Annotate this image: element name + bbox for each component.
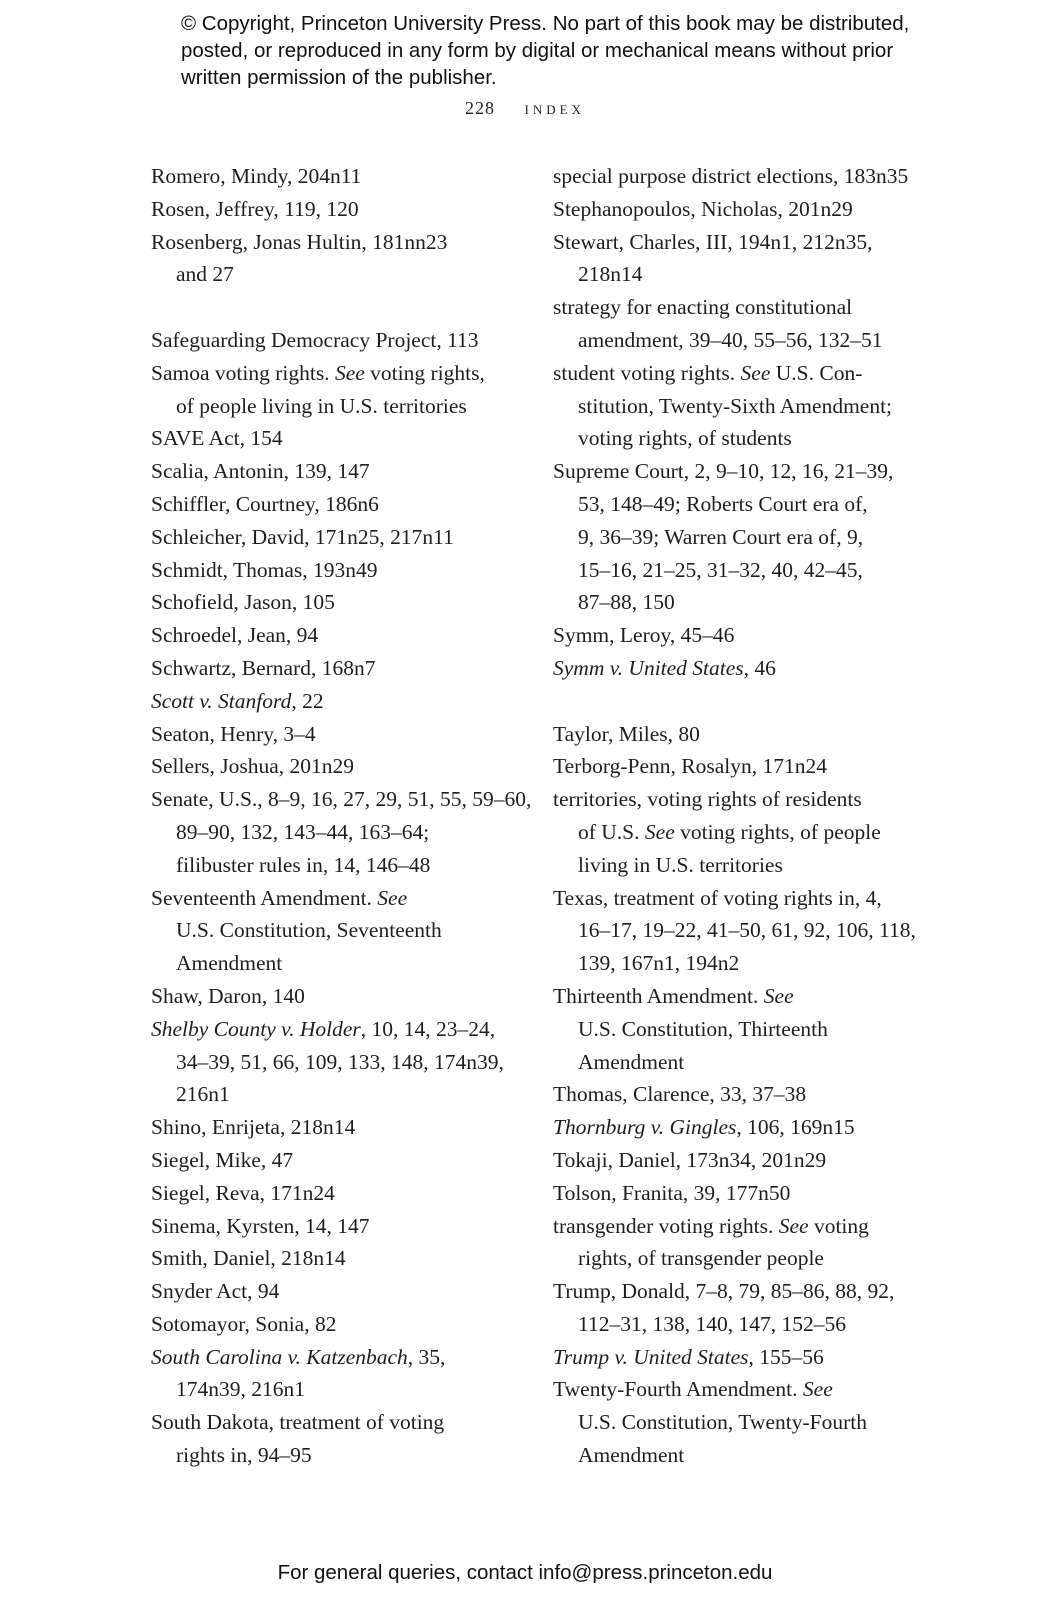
index-text: Schleicher, David, 171n25, 217n11 <box>151 524 454 549</box>
index-entry <box>553 1341 933 1374</box>
index-text: South Dakota, treatment of voting <box>151 1410 445 1435</box>
index-text: Thomas, Clarence, 33, 37–38 <box>553 1082 807 1107</box>
index-text-italic: Thornburg v. Gingles <box>553 1115 737 1140</box>
index-entry-continuation <box>553 1013 933 1046</box>
index-entry <box>553 455 933 488</box>
index-entry-continuation <box>553 1439 933 1472</box>
index-text: Siegel, Mike, 47 <box>151 1147 294 1172</box>
index-text-italic: Symm v. United States <box>553 655 744 680</box>
index-entry-continuation <box>553 422 933 455</box>
index-text: , 35, <box>407 1344 446 1369</box>
index-text: 53, 148–49; Roberts Court era of, <box>578 491 868 516</box>
index-entry <box>151 160 526 193</box>
index-text: U.S. Constitution, Thirteenth <box>578 1016 828 1041</box>
index-entry <box>151 193 526 226</box>
index-text: Stephanopoulos, Nicholas, 201n29 <box>553 196 853 221</box>
index-text-italic: See <box>334 360 365 385</box>
index-entry <box>151 619 526 652</box>
index-text-italic: See <box>377 885 408 910</box>
index-text: filibuster rules in, 14, 146–48 <box>176 852 431 877</box>
index-text: 218n14 <box>578 262 643 287</box>
index-entry <box>553 357 933 390</box>
index-entry <box>151 554 526 587</box>
index-text: , 10, 14, 23–24, <box>360 1016 496 1041</box>
index-entry <box>151 1406 526 1439</box>
index-entry <box>151 1177 526 1210</box>
index-text-italic: Scott v. Stanford <box>151 688 292 713</box>
index-text: 34–39, 51, 66, 109, 133, 148, 174n39, <box>176 1049 504 1074</box>
index-text: Schofield, Jason, 105 <box>151 590 335 615</box>
copyright-notice: © Copyright, Princeton University Press. No part of this book may be distributed, posted, or reproduced in any form by digital or mechanical means without prior written permission of the publisher. <box>181 12 910 89</box>
index-text: 16–17, 19–22, 41–50, 61, 92, 106, 118, <box>578 918 916 943</box>
index-column-right <box>553 160 933 1472</box>
index-entry <box>553 652 933 685</box>
index-entry <box>151 685 526 718</box>
index-entry-continuation <box>151 390 526 423</box>
index-text: strategy for enacting constitutional <box>553 295 853 320</box>
index-entry <box>151 1111 526 1144</box>
index-entry <box>553 1275 933 1308</box>
index-text: amendment, 39–40, 55–56, 132–51 <box>578 327 883 352</box>
index-text: Twenty-Fourth Amendment. <box>553 1377 803 1402</box>
index-text: Terborg-Penn, Rosalyn, 171n24 <box>553 754 827 779</box>
index-entry-continuation <box>553 521 933 554</box>
index-entry-continuation <box>553 1308 933 1341</box>
index-text: Tokaji, Daniel, 173n34, 201n29 <box>553 1147 827 1172</box>
index-text: of U.S. <box>578 819 645 844</box>
index-text: Senate, U.S., 8–9, 16, 27, 29, 51, 55, 59–60, <box>151 787 532 812</box>
index-text: 174n39, 216n1 <box>176 1377 305 1402</box>
index-entry-continuation <box>553 849 933 882</box>
index-text: living in U.S. territories <box>578 852 783 877</box>
letter-group-gap <box>151 291 526 324</box>
letter-group-gap <box>553 685 933 718</box>
index-entry <box>151 1242 526 1275</box>
index-entry <box>151 586 526 619</box>
index-text: student voting rights. <box>553 360 741 385</box>
index-text: voting rights, <box>364 360 485 385</box>
index-text: territories, voting rights of residents <box>553 787 862 812</box>
index-entry-continuation <box>553 914 933 947</box>
index-entry <box>151 488 526 521</box>
index-entry <box>553 1210 933 1243</box>
index-text: U.S. Con- <box>770 360 863 385</box>
index-entry-continuation <box>553 258 933 291</box>
index-text: 216n1 <box>176 1082 230 1107</box>
index-text: Schroedel, Jean, 94 <box>151 623 319 648</box>
index-text: Texas, treatment of voting rights in, 4, <box>553 885 882 910</box>
index-entry-continuation <box>151 1046 526 1079</box>
contact-footer: For general queries, contact info@press.princeton.edu <box>277 1561 773 1584</box>
index-entry <box>151 324 526 357</box>
index-entry <box>151 750 526 783</box>
index-text: Amendment <box>578 1049 685 1074</box>
index-text: Seaton, Henry, 3–4 <box>151 721 316 746</box>
index-text: , 106, 169n15 <box>736 1115 855 1140</box>
index-entry <box>151 980 526 1013</box>
index-entry-continuation <box>553 488 933 521</box>
index-entry <box>151 455 526 488</box>
index-text: 112–31, 138, 140, 147, 152–56 <box>578 1311 846 1336</box>
index-text: Shaw, Daron, 140 <box>151 983 305 1008</box>
index-text: , 155–56 <box>748 1344 824 1369</box>
index-text: special purpose district elections, 183n35 <box>553 164 909 188</box>
index-text: Siegel, Reva, 171n24 <box>151 1180 335 1205</box>
index-entry-continuation <box>553 324 933 357</box>
index-entry-continuation <box>151 914 526 947</box>
index-entry <box>553 193 933 226</box>
index-text: Shino, Enrijeta, 218n14 <box>151 1115 356 1140</box>
index-entry-continuation <box>151 816 526 849</box>
index-text: Stewart, Charles, III, 194n1, 212n35, <box>553 229 873 254</box>
index-text-italic: See <box>644 819 675 844</box>
index-text: voting <box>808 1213 869 1238</box>
index-text: and 27 <box>176 262 234 287</box>
index-entry <box>553 226 933 259</box>
index-text: Tolson, Franita, 39, 177n50 <box>553 1180 791 1205</box>
index-text-italic: See <box>763 983 794 1008</box>
index-entry <box>553 291 933 324</box>
index-text: Taylor, Miles, 80 <box>553 721 700 746</box>
index-text-italic: See <box>778 1213 809 1238</box>
index-entry <box>151 1144 526 1177</box>
index-entry <box>151 1210 526 1243</box>
index-text: Thirteenth Amendment. <box>553 983 764 1008</box>
index-text: U.S. Constitution, Seventeenth <box>176 918 442 943</box>
index-entry <box>151 1013 526 1046</box>
index-entry <box>553 718 933 751</box>
index-entry-continuation <box>151 849 526 882</box>
index-entry <box>151 652 526 685</box>
section-title: index <box>524 98 585 118</box>
index-entry <box>553 1373 933 1406</box>
index-text: voting rights, of people <box>674 819 881 844</box>
index-text: Supreme Court, 2, 9–10, 12, 16, 21–39, <box>553 459 894 484</box>
index-text: voting rights, of students <box>578 426 792 451</box>
index-entry <box>151 1341 526 1374</box>
index-text: Snyder Act, 94 <box>151 1279 280 1304</box>
index-entry-continuation <box>553 1242 933 1275</box>
index-entry <box>151 1308 526 1341</box>
index-entry-continuation <box>553 586 933 619</box>
index-text: SAVE Act, 154 <box>151 426 283 451</box>
index-text: Smith, Daniel, 218n14 <box>151 1246 346 1271</box>
index-text: rights, of transgender people <box>578 1246 824 1271</box>
index-text-italic: See <box>740 360 771 385</box>
index-text: Sellers, Joshua, 201n29 <box>151 754 355 779</box>
index-text: Safeguarding Democracy Project, 113 <box>151 327 479 352</box>
index-column-left <box>151 160 532 1472</box>
index-entry <box>553 882 933 915</box>
index-text: 89–90, 132, 143–44, 163–64; <box>176 819 430 844</box>
index-text-italic: Shelby County v. Holder <box>151 1016 361 1041</box>
index-entry <box>553 1111 933 1144</box>
index-entry-continuation <box>151 258 526 291</box>
index-entry <box>553 1144 933 1177</box>
index-text-italic: See <box>802 1377 833 1402</box>
index-text: Samoa voting rights. <box>151 360 335 385</box>
page-number: 228 <box>465 98 496 118</box>
index-entry-continuation <box>151 1078 526 1111</box>
index-text: Schiffler, Courtney, 186n6 <box>151 491 379 516</box>
index-entry-continuation <box>553 816 933 849</box>
index-text: Seventeenth Amendment. <box>151 885 378 910</box>
index-text: Schwartz, Bernard, 168n7 <box>151 655 376 680</box>
index-entry-continuation <box>151 1373 526 1406</box>
index-text: Rosenberg, Jonas Hultin, 181nn23 <box>151 229 448 254</box>
index-entry <box>151 521 526 554</box>
index-text: Scalia, Antonin, 139, 147 <box>151 459 370 484</box>
index-entry <box>553 1177 933 1210</box>
index-entry <box>151 783 532 816</box>
running-head <box>0 98 1050 119</box>
index-entry-continuation <box>553 1046 933 1079</box>
index-text: Schmidt, Thomas, 193n49 <box>151 557 378 582</box>
index-entry <box>151 1275 526 1308</box>
index-entry <box>151 357 526 390</box>
index-text: of people living in U.S. territories <box>176 393 467 418</box>
index-entry <box>553 1078 933 1111</box>
index-entry-continuation <box>553 390 933 423</box>
index-entry-continuation <box>151 1439 526 1472</box>
index-text: Symm, Leroy, 45–46 <box>553 623 735 648</box>
index-text: 9, 36–39; Warren Court era of, 9, <box>578 524 864 549</box>
index-entry-continuation <box>553 947 933 980</box>
index-text: Romero, Mindy, 204n11 <box>151 164 362 188</box>
index-entry <box>553 783 933 816</box>
index-entry <box>553 160 933 193</box>
index-entry-continuation <box>553 1406 933 1439</box>
index-entry <box>553 980 933 1013</box>
index-text: Trump, Donald, 7–8, 79, 85–86, 88, 92, <box>553 1279 895 1304</box>
index-text: Amendment <box>578 1443 685 1468</box>
index-text: rights in, 94–95 <box>176 1443 312 1468</box>
index-text-italic: Trump v. United States <box>553 1344 749 1369</box>
index-entry <box>151 718 526 751</box>
index-text: U.S. Constitution, Twenty-Fourth <box>578 1410 867 1435</box>
index-entry <box>151 226 526 259</box>
index-entry-continuation <box>151 947 526 980</box>
index-text: 15–16, 21–25, 31–32, 40, 42–45, <box>578 557 863 582</box>
index-entry-continuation <box>553 554 933 587</box>
index-text: 87–88, 150 <box>578 590 675 615</box>
index-text: transgender voting rights. <box>553 1213 779 1238</box>
index-text: Sotomayor, Sonia, 82 <box>151 1311 337 1336</box>
index-text: Rosen, Jeffrey, 119, 120 <box>151 196 359 221</box>
index-text: stitution, Twenty-Sixth Amendment; <box>578 393 893 418</box>
index-text: Amendment <box>176 951 283 976</box>
index-text: Sinema, Kyrsten, 14, 147 <box>151 1213 370 1238</box>
index-entry <box>151 882 526 915</box>
index-text: , 46 <box>743 655 776 680</box>
index-entry <box>151 422 526 455</box>
index-text: , 22 <box>291 688 324 713</box>
index-text-italic: South Carolina v. Katzenbach <box>151 1344 408 1369</box>
index-entry <box>553 750 933 783</box>
index-text: 139, 167n1, 194n2 <box>578 951 740 976</box>
index-entry <box>553 619 933 652</box>
